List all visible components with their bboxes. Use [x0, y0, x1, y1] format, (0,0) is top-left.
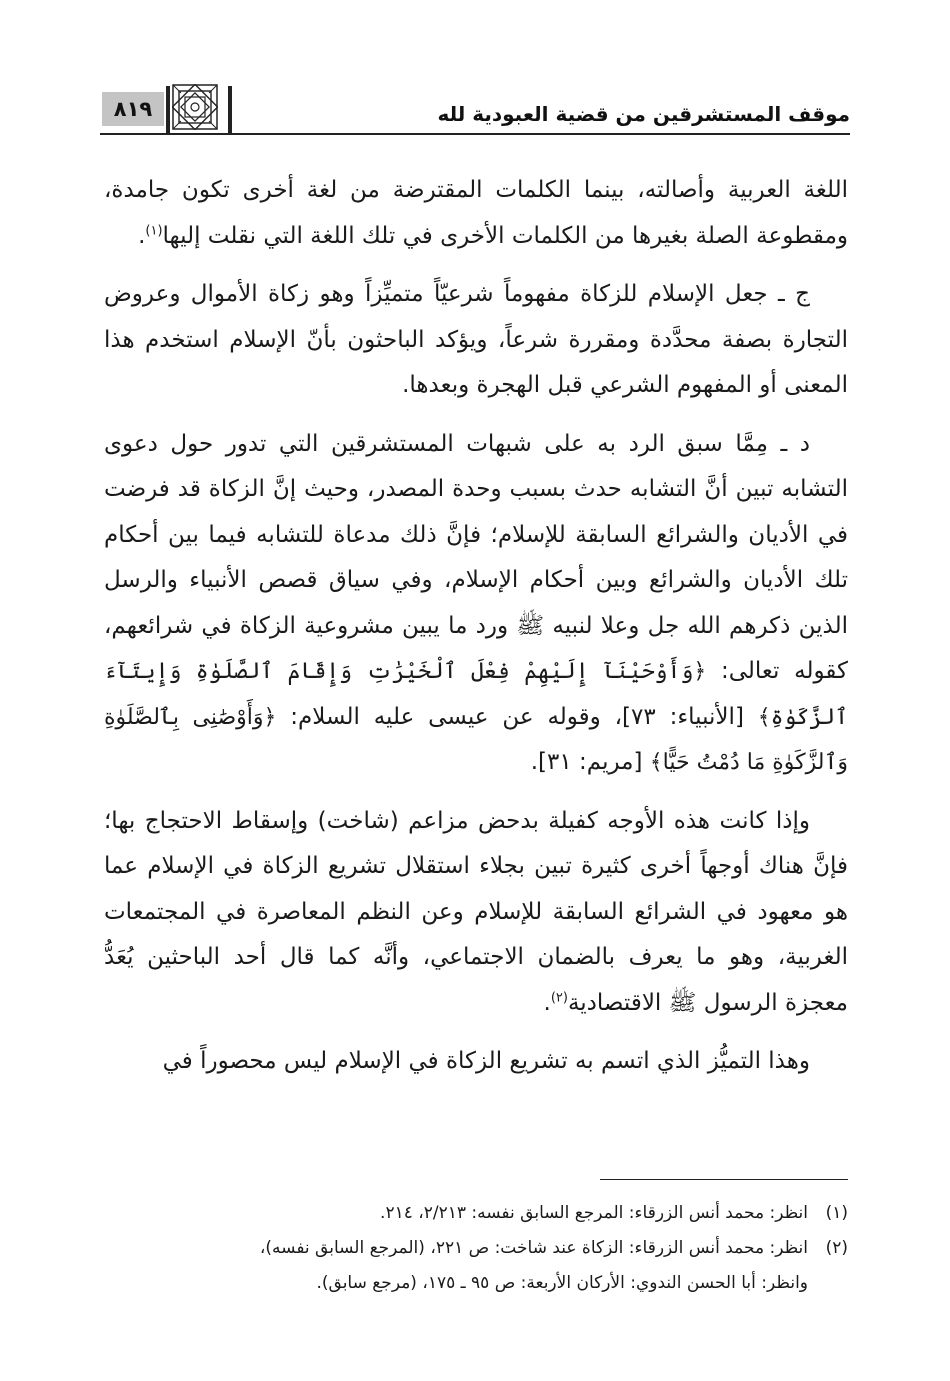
quran-verse: ﴿وَأَوْحَيْنَآ إِلَيْهِمْ فِعْلَ ٱلْخَيْرَٰتِ وَإِقَامَ ٱلصَّلَوٰةِ وَإِيتَآءَ ٱلزَّكَوٰةِ﴾ — [104, 659, 848, 730]
footnote — [104, 1196, 848, 1231]
paragraph-text: وهذا التميُّز الذي اتسم به تشريع الزكاة في الإسلام ليس محصوراً في — [162, 1048, 810, 1074]
main-text — [104, 168, 848, 1085]
header-rule — [100, 133, 850, 135]
footnote — [104, 1231, 848, 1266]
page-number: ٨١٩ — [102, 92, 164, 126]
quran-verse: ﴿وَأَوْصَٰنِى بِٱلصَّلَوٰةِ وَٱلزَّكَوٰةِ مَا دُمْتُ حَيًّا﴾ — [104, 704, 848, 775]
paragraph — [104, 799, 848, 1027]
paragraph — [104, 1039, 848, 1085]
verse-citation: [الأنبياء: ٧٣]، وقوله عن عيسى عليه السلام: — [290, 703, 744, 730]
header-divider — [166, 86, 170, 134]
paragraph-text: وإذا كانت هذه الأوجه كفيلة بدحض مزاعم (شاخت) وإسقاط الاحتجاج بها؛ فإنَّ هناك أوجهاً أخرى كثيرة تبين بجلاء استقلال تشريع الزكاة في الإسلام عما هو معهود في الشرائع السابقة للإسلام وعن النظم المعاصرة في المجتمعات الغربية، وهو ما يعرف بالضمان الاجتماعي، وأنَّه كما قال أحد الباحثين يُعَدُّ معجزة الرسول ﷺ الاقتصادية — [104, 807, 848, 1016]
footnote-separator — [600, 1179, 848, 1180]
footnotes — [104, 1196, 848, 1301]
header-divider — [228, 86, 232, 134]
footnote-marker: (١) — [825, 1203, 848, 1223]
paragraph-end: . — [543, 989, 551, 1016]
verse-citation: [مريم: ٣١]. — [530, 749, 643, 775]
paragraph-text: د ـ مِمَّا سبق الرد به على شبهات المستشرقين التي تدور حول دعوى التشابه تبين أنَّ التشابه حدث بسبب وحدة المصدر، وحيث إنَّ الزكاة قد فرضت في الأديان والشرائع السابقة للإسلام؛ فإنَّ ذلك مدعاة للتشابه فيما بين أحكام تلك الأديان والشرائع وبين أحكام الإسلام، وفي سياق قصص الأنبياء والرسل الذين ذكرهم الله جل وعلا لنبيه ﷺ ورد ما يبين مشروعية الزكاة في شرائعهم، كقوله تعالى: — [104, 430, 848, 684]
footnote-text: انظر: محمد أنس الزرقاء: الزكاة عند شاخت: ص ٢٢١، (المرجع السابق نفسه)، — [259, 1238, 808, 1258]
paragraph — [104, 272, 848, 409]
header-title: موقف المستشرقين من قضية العبودية لله — [437, 102, 850, 126]
paragraph-text: اللغة العربية وأصالته، بينما الكلمات المقترضة من لغة أخرى تكون جامدة، ومقطوعة الصلة بغيرها من الكلمات الأخرى في تلك اللغة التي نقلت إليها — [104, 177, 848, 249]
footnote-ref[interactable]: (٢) — [550, 989, 568, 1005]
footnote-ref[interactable]: (١) — [145, 222, 163, 238]
footnote-continuation: وانظر: أبا الحسن الندوي: الأركان الأربعة: ص ٩٥ ـ ١٧٥، (مرجع سابق). — [316, 1273, 808, 1293]
paragraph — [104, 422, 848, 786]
paragraph — [104, 168, 848, 259]
footnote-text: انظر: محمد أنس الزرقاء: المرجع السابق نفسه: ٢/٢١٣، ٢١٤. — [380, 1203, 808, 1223]
paragraph-text: ج ـ جعل الإسلام للزكاة مفهوماً شرعيّاً متميِّزاً وهو زكاة الأموال وعروض التجارة بصفة محدَّدة ومقررة شرعاً، ويؤكد الباحثون بأنّ الإسلام استخدم هذا المعنى أو المفهوم الشرعي قبل الهجرة وبعدها. — [104, 281, 848, 398]
footnote-marker: (٢) — [825, 1238, 848, 1258]
running-header — [100, 78, 850, 138]
paragraph-end: . — [138, 222, 146, 249]
islamic-star-ornament-icon — [172, 84, 218, 130]
